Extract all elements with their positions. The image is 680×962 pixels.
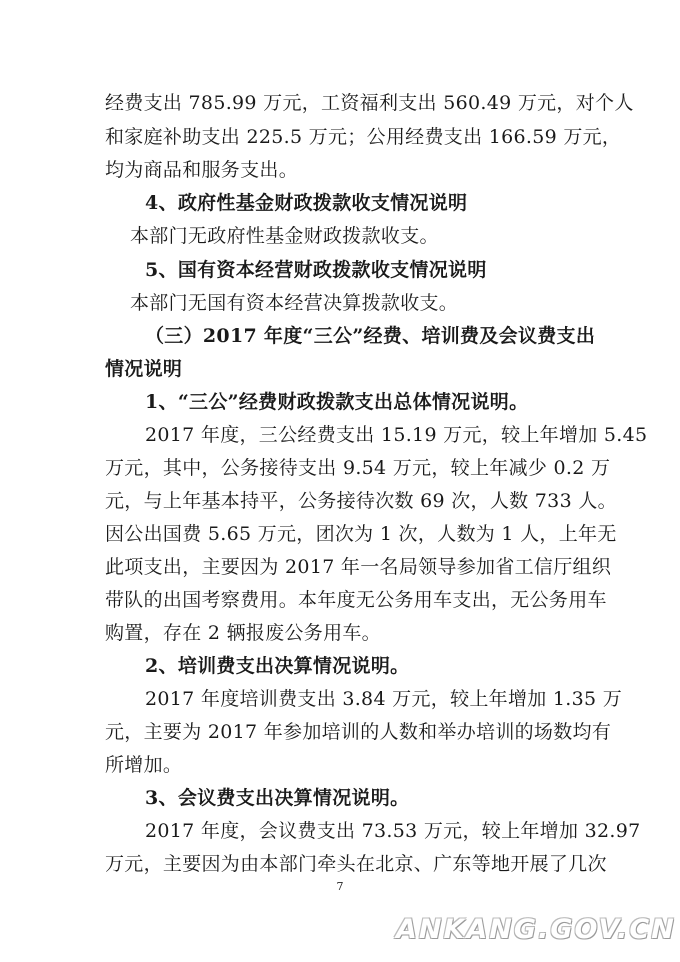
body-line: 此项支出，主要因为 2017 年一名局领导参加省工信厅组织 bbox=[105, 556, 612, 578]
section-heading: 4、政府性基金财政拨款收支情况说明 bbox=[145, 192, 468, 214]
body-line: 经费支出 785.99 万元，工资福利支出 560.49 万元，对个人 bbox=[105, 92, 634, 114]
section-heading: 2、培训费支出决算情况说明。 bbox=[145, 655, 410, 677]
body-line: 2017 年度，会议费支出 73.53 万元，较上年增加 32.97 bbox=[145, 820, 641, 842]
body-line: 因公出国费 5.65 万元，团次为 1 次，人数为 1 人，上年无 bbox=[105, 523, 617, 545]
body-line: 和家庭补助支出 225.5 万元；公用经费支出 166.59 万元， bbox=[105, 126, 622, 148]
body-line: 万元，主要因为由本部门牵头在北京、广东等地开展了几次 bbox=[105, 853, 607, 875]
body-line: 带队的出国考察费用。本年度无公务用车支出，无公务用车 bbox=[105, 589, 607, 611]
section-heading: 3、会议费支出决算情况说明。 bbox=[145, 787, 410, 809]
page-number: 7 bbox=[336, 880, 344, 893]
site-watermark: ANKANG.GOV.CN bbox=[396, 914, 676, 945]
body-line: 2017 年度，三公经费支出 15.19 万元，较上年增加 5.45 bbox=[145, 424, 648, 446]
body-line: 本部门无政府性基金财政拨款收支。 bbox=[130, 225, 439, 247]
body-line: 所增加。 bbox=[105, 754, 183, 776]
body-line: 元，与上年基本持平，公务接待次数 69 次，人数 733 人。 bbox=[105, 490, 617, 512]
body-line: 本部门无国有资本经营决算拨款收支。 bbox=[130, 292, 459, 314]
body-line: 购置，存在 2 辆报废公务用车。 bbox=[105, 622, 381, 644]
section-heading: 1、“三公”经费财政拨款支出总体情况说明。 bbox=[145, 391, 529, 413]
body-line: 元，主要为 2017 年参加培训的人数和举办培训的场数均有 bbox=[105, 721, 612, 743]
body-line: 2017 年度培训费支出 3.84 万元，较上年增加 1.35 万 bbox=[145, 688, 623, 710]
section-heading: 情况说明 bbox=[105, 358, 183, 380]
body-line: 万元，其中，公务接待支出 9.54 万元，较上年减少 0.2 万 bbox=[105, 457, 611, 479]
section-heading: 5、国有资本经营财政拨款收支情况说明 bbox=[145, 259, 487, 281]
section-heading: （三）2017 年度“三公”经费、培训费及会议费支出 bbox=[145, 325, 596, 347]
body-line: 均为商品和服务支出。 bbox=[105, 159, 299, 181]
